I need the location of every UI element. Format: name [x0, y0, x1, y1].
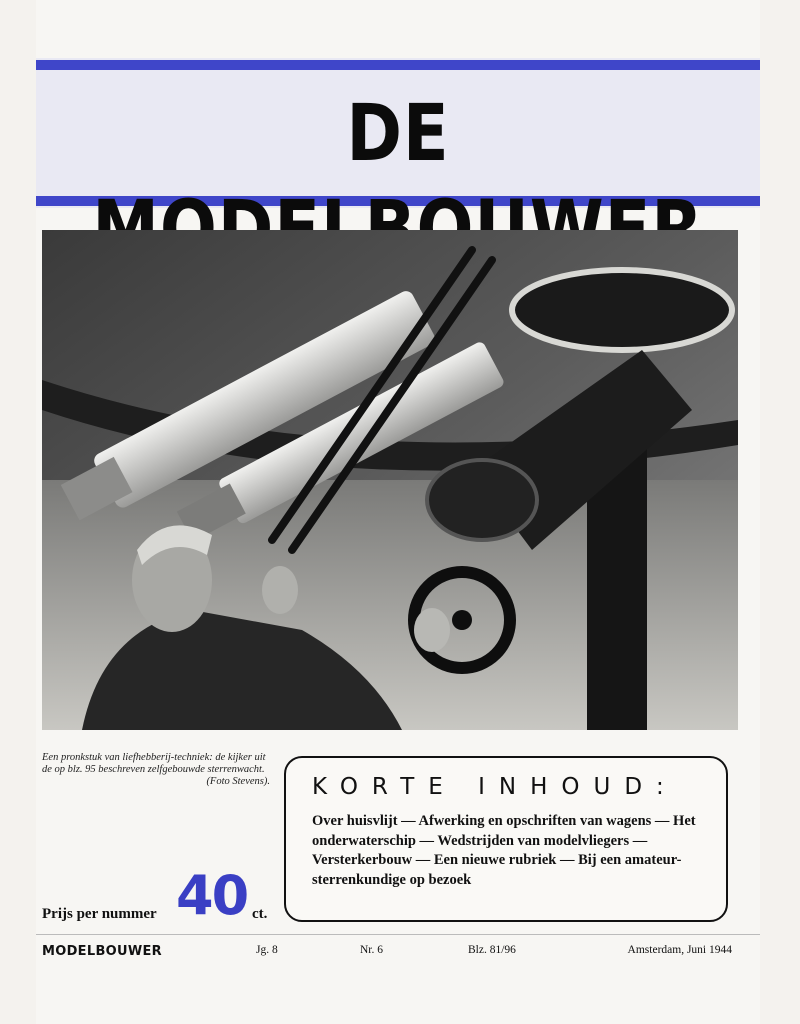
footer-pages: Blz. 81/96: [468, 944, 516, 956]
cover-photo: [42, 230, 738, 730]
footer-place-date: Amsterdam, Juni 1944: [627, 944, 732, 956]
price-unit: ct.: [252, 906, 268, 922]
caption-text: Een pronkstuk van liefhebberij-techniek: de kijker uit de op blz. 95 beschreven zelfgebouwde sterrenwacht.: [42, 752, 266, 775]
magazine-title: DE: [346, 89, 450, 179]
photo-credit: (Foto Stevens).: [206, 776, 270, 787]
masthead-top-rule: [36, 60, 760, 70]
footer-volume: Jg. 8: [256, 944, 278, 956]
footer-rule: [36, 934, 760, 935]
contents-list: Over huisvlijt — Afwerking en opschriften van wagens — Het onderwaterschip — Wedstrijden van modelvliegers — Versterkerbouw — Een nieuwe rubriek — Bij een amateur-sterrenkundige op bezoek: [312, 813, 696, 888]
price-label: Prijs per nummer: [42, 906, 157, 922]
footer: [42, 944, 732, 960]
telescope-photo-illustration: [42, 230, 738, 730]
footer-brand: MODELBOUWER: [42, 944, 162, 959]
photo-caption: [42, 752, 270, 788]
contents-heading: KORTE INHOUD:: [312, 774, 678, 800]
price-value: 40: [176, 864, 248, 927]
footer-number: Nr. 6: [360, 944, 383, 956]
